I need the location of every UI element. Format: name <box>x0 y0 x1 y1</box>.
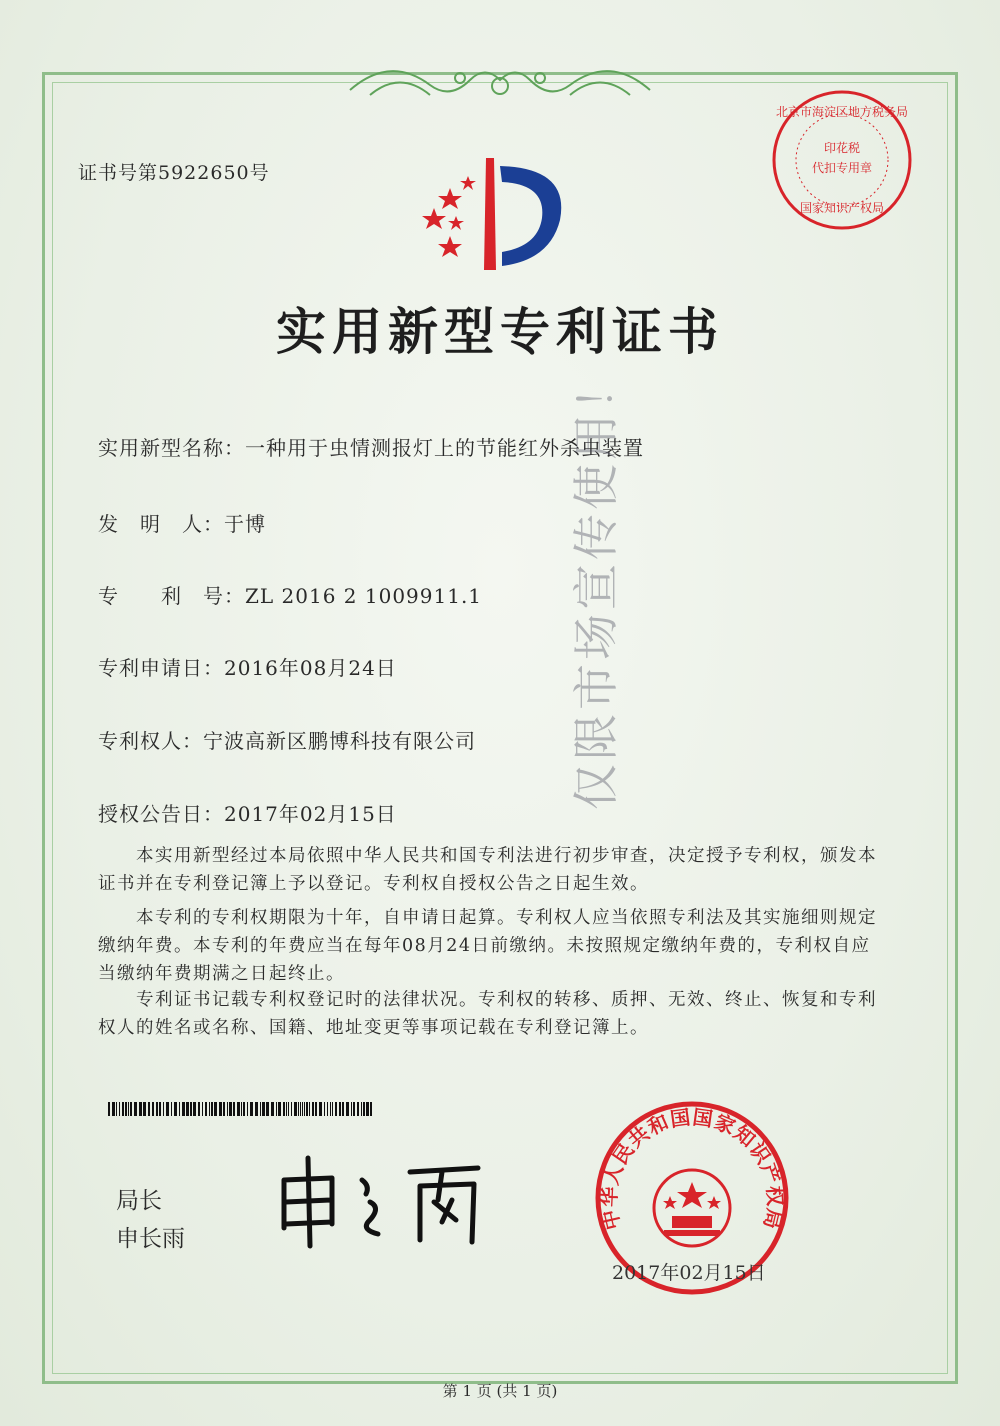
barcode-bar <box>302 1102 303 1116</box>
barcode-bar <box>116 1102 117 1116</box>
svg-text:国家知识产权局: 国家知识产权局 <box>799 201 885 215</box>
barcode-bar <box>294 1102 297 1116</box>
barcode-bar <box>330 1102 331 1116</box>
barcode-bar <box>346 1102 349 1116</box>
barcode-bar <box>363 1102 365 1116</box>
barcode-bar <box>134 1102 137 1116</box>
barcode-bar <box>370 1102 372 1116</box>
barcode-bar <box>250 1102 253 1116</box>
barcode-bar <box>357 1102 359 1116</box>
barcode-bar <box>342 1102 344 1116</box>
barcode-bar <box>278 1102 281 1116</box>
patentee: 专利权人：宁波高新区鹏博科技有限公司 <box>98 729 476 753</box>
director-signature <box>270 1150 500 1250</box>
barcode-bar <box>353 1102 355 1116</box>
barcode-bar <box>159 1102 161 1116</box>
barcode-bar <box>332 1102 333 1116</box>
barcode-bar <box>171 1102 172 1116</box>
barcode-bar <box>190 1102 192 1116</box>
barcode-bar <box>209 1102 210 1116</box>
barcode-bar <box>125 1102 127 1116</box>
barcode-bar <box>288 1102 289 1116</box>
barcode-bar <box>179 1102 180 1116</box>
grant-date: 授权公告日：2017年02月15日 <box>98 802 397 826</box>
barcode-bar <box>214 1102 217 1116</box>
barcode-bar <box>335 1102 337 1116</box>
barcode-bar <box>166 1102 169 1116</box>
application-date: 专利申请日：2016年08月24日 <box>98 656 397 680</box>
barcode-bar <box>266 1102 269 1116</box>
barcode-bar <box>156 1102 158 1116</box>
barcode-bar <box>276 1102 277 1116</box>
barcode-bar <box>219 1102 222 1116</box>
barcode-bar <box>202 1102 203 1116</box>
barcode-bar <box>298 1102 299 1116</box>
barcode-bar <box>327 1102 328 1116</box>
paragraph-examination: 本实用新型经过本局依照中华人民共和国专利法进行初步审查，决定授予专利权，颁发本证书并在专利登记簿上予以登记。专利权自授权公告之日起生效。 <box>98 846 877 894</box>
svg-text:印花税: 印花税 <box>823 141 861 155</box>
barcode-bar <box>186 1102 189 1116</box>
barcode-bar <box>260 1102 261 1116</box>
top-ornament <box>330 50 670 110</box>
barcode-bar <box>291 1102 292 1116</box>
barcode-bar <box>205 1102 207 1116</box>
barcode-bar <box>304 1102 305 1116</box>
svg-text:北京市海淀区地方税务局: 北京市海淀区地方税务局 <box>775 105 909 119</box>
barcode-bar <box>148 1102 150 1116</box>
patent-number: 专 利 号：ZL 2016 2 1009911.1 <box>98 584 483 608</box>
barcode-bar <box>143 1102 146 1116</box>
barcode-bar <box>223 1102 225 1116</box>
barcode-bar <box>283 1102 285 1116</box>
promo-watermark: 仅限市场宣传使用！ <box>569 360 623 810</box>
barcode-bar <box>300 1102 301 1116</box>
barcode-bar <box>130 1102 132 1116</box>
barcode-bar <box>112 1102 115 1116</box>
barcode-bar <box>174 1102 177 1116</box>
barcode-bar <box>339 1102 341 1116</box>
inventor: 发 明 人：于博 <box>98 512 266 536</box>
tax-stamp-seal <box>768 86 916 234</box>
barcode-bar <box>227 1102 228 1116</box>
barcode-bar <box>351 1102 352 1116</box>
barcode-bar <box>319 1102 322 1116</box>
barcode-bar <box>306 1102 308 1116</box>
barcode-bar <box>312 1102 314 1116</box>
barcode-bar <box>324 1102 325 1116</box>
patent-office-logo <box>410 148 580 278</box>
barcode-bar <box>139 1102 142 1116</box>
barcode-bar <box>247 1102 248 1116</box>
barcode-bar <box>366 1102 369 1116</box>
barcode-bar <box>255 1102 258 1116</box>
barcode-bar <box>262 1102 265 1116</box>
paragraph-term: 本专利的专利权期限为十年，自申请日起算。专利权人应当依照专利法及其实施细则规定缴纳年费。本专利的年费应当在每年08月24日前缴纳。未按照规定缴纳年费的，专利权自应当缴纳年费期满之日起终止。 <box>98 908 877 984</box>
barcode-bar <box>315 1102 317 1116</box>
barcode-bar <box>361 1102 362 1116</box>
certificate-title: 实用新型专利证书 <box>276 302 724 361</box>
barcode-bar <box>211 1102 213 1116</box>
barcode-bar <box>241 1102 242 1116</box>
barcode-bar <box>152 1102 154 1116</box>
barcode-bar <box>198 1102 200 1116</box>
barcode-bar <box>271 1102 274 1116</box>
barcode-bar <box>119 1102 120 1116</box>
seal-date: 2017年02月15日 <box>612 1262 766 1284</box>
seal-text: 中华人民共和国国家知识产权局 <box>596 1104 788 1233</box>
barcode-bar <box>163 1102 164 1116</box>
utility-model-name: 实用新型名称：一种用于虫情测报灯上的节能红外杀虫装置 <box>98 436 644 460</box>
barcode <box>108 1102 376 1116</box>
barcode-bar <box>182 1102 185 1116</box>
barcode-bar <box>243 1102 245 1116</box>
barcode-bar <box>233 1102 235 1116</box>
paragraph-legal-status: 专利证书记载专利权登记时的法律状况。专利权的转移、质押、无效、终止、恢复和专利权人的姓名或名称、国籍、地址变更等事项记载在专利登记簿上。 <box>98 990 877 1038</box>
director-name: 申长雨 <box>116 1226 185 1252</box>
barcode-bar <box>237 1102 240 1116</box>
page-number: 第 1 页 (共 1 页) <box>442 1382 558 1400</box>
barcode-bar <box>122 1102 124 1116</box>
barcode-bar <box>229 1102 232 1116</box>
certificate-number: 证书号第5922650号 <box>78 162 270 184</box>
barcode-bar <box>193 1102 196 1116</box>
director-title: 局长 <box>116 1188 162 1214</box>
barcode-bar <box>108 1102 110 1116</box>
svg-text:代扣专用章: 代扣专用章 <box>811 161 873 175</box>
barcode-bar <box>128 1102 129 1116</box>
barcode-bar <box>286 1102 287 1116</box>
barcode-bar <box>309 1102 310 1116</box>
